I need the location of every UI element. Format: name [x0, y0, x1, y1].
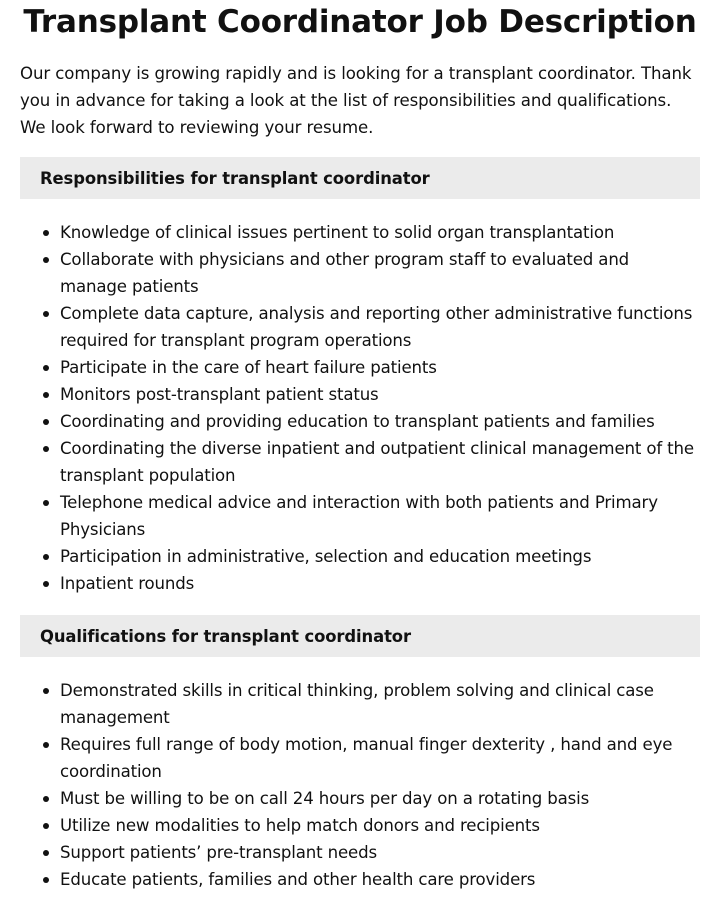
list-item: Coordinating and providing education to transplant patients and families: [60, 408, 696, 435]
list-item: Support patients’ pre-transplant needs: [60, 839, 696, 866]
list-item: Utilize new modalities to help match donors and recipients: [60, 812, 696, 839]
list-item: Educate patients, families and other health care providers: [60, 866, 696, 893]
qualifications-heading: Qualifications for transplant coordinator: [20, 615, 700, 657]
list-item: Telephone medical advice and interaction with both patients and Primary Physicians: [60, 489, 696, 543]
list-item: Participation in administrative, selection and education meetings: [60, 543, 696, 570]
list-item: Must be willing to be on call 24 hours per day on a rotating basis: [60, 785, 696, 812]
list-item: Participate in the care of heart failure patients: [60, 354, 696, 381]
responsibilities-list: [20, 219, 696, 597]
list-item: Monitors post-transplant patient status: [60, 381, 696, 408]
responsibilities-heading: Responsibilities for transplant coordinator: [20, 157, 700, 199]
list-item: Coordinating the diverse inpatient and outpatient clinical management of the transplant population: [60, 435, 696, 489]
list-item: Requires full range of body motion, manual finger dexterity , hand and eye coordination: [60, 731, 696, 785]
list-item: Complete data capture, analysis and reporting other administrative functions required for transplant program operations: [60, 300, 696, 354]
list-item: Knowledge of clinical issues pertinent to solid organ transplantation: [60, 219, 696, 246]
list-item: Collaborate with physicians and other program staff to evaluated and manage patients: [60, 246, 696, 300]
list-item: Demonstrated skills in critical thinking, problem solving and clinical case management: [60, 677, 696, 731]
page-title: Transplant Coordinator Job Description: [23, 4, 697, 40]
list-item: Inpatient rounds: [60, 570, 696, 597]
intro-paragraph: Our company is growing rapidly and is looking for a transplant coordinator. Thank you in advance for taking a look at the list of responsibilities and qualifications. We look forward to reviewing your resume.: [20, 64, 692, 137]
qualifications-list: [20, 677, 696, 893]
